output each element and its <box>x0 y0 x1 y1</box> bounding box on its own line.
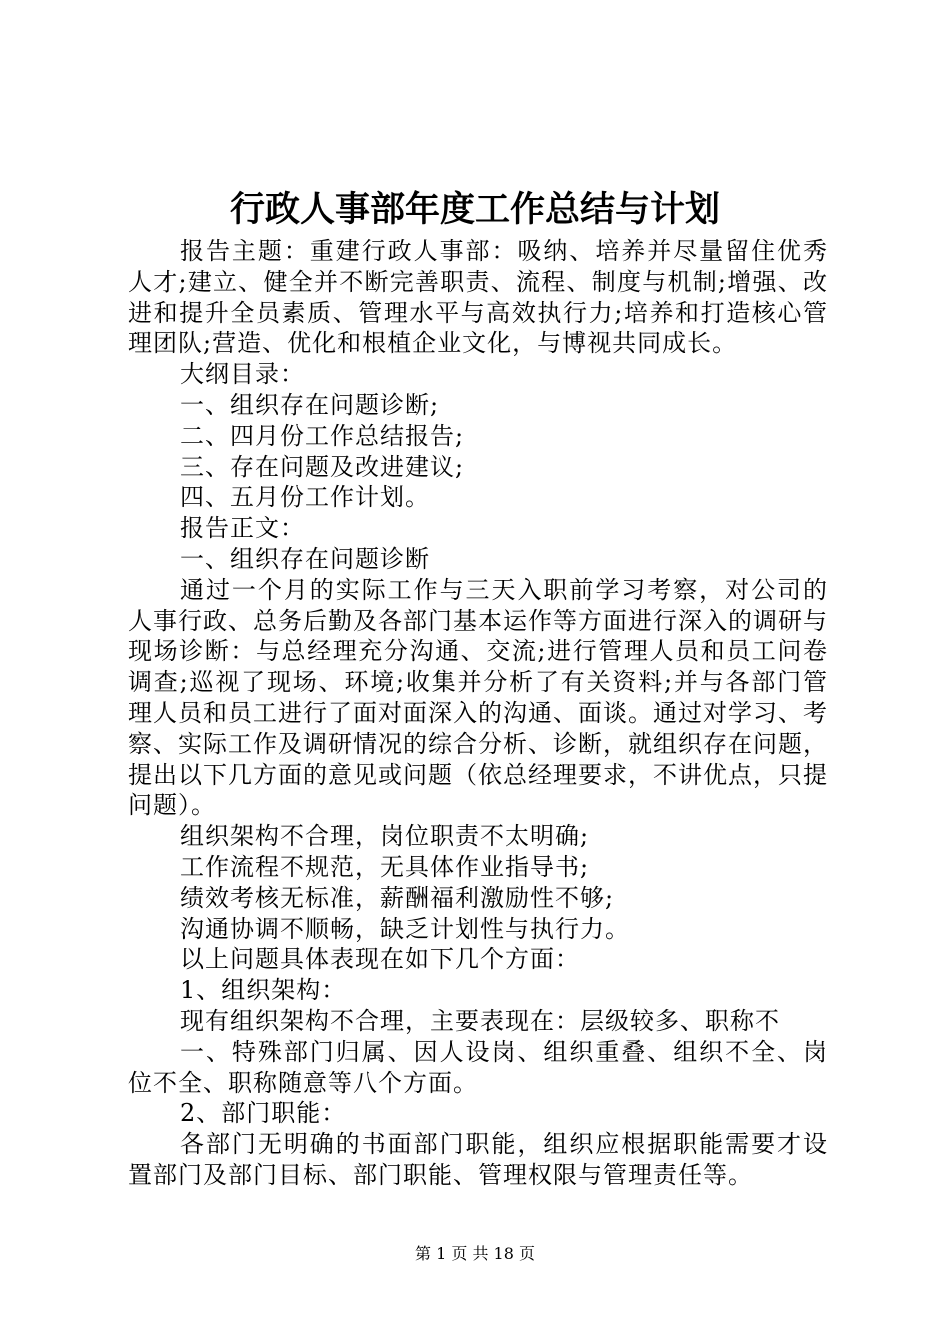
paragraph-report-theme: 报告主题：重建行政人事部：吸纳、培养并尽量留住优秀人才;建立、健全并不断完善职责、流程、制度与机制;增强、改进和提升全员素质、管理水平与高效执行力;培养和打造核心管理团队;营造、优化和根植企业文化，与博视共同成长。 <box>128 237 828 358</box>
paragraph-subsection-1-text: 现有组织架构不合理，主要表现在：层级较多、职称不 <box>180 1006 780 1035</box>
paragraph-outline-item-1: 一、组织存在问题诊断; <box>180 390 440 419</box>
paragraph-outline-item-4: 四、五月份工作计划。 <box>180 483 430 512</box>
paragraph-issue-4: 沟通协调不顺畅，缺乏计划性与执行力。 <box>180 914 630 943</box>
paragraph-issue-1: 组织架构不合理，岗位职责不太明确; <box>180 822 590 851</box>
paragraph-subsection-2-text: 各部门无明确的书面部门职能，组织应根据职能需要才设置部门及部门目标、部门职能、管理权限与管理责任等。 <box>128 1130 828 1189</box>
paragraph-body-heading: 报告正文： <box>180 514 305 543</box>
paragraph-outline-item-2: 二、四月份工作总结报告; <box>180 421 465 450</box>
paragraph-section-1-heading: 一、组织存在问题诊断 <box>180 544 430 573</box>
paragraph-issue-3: 绩效考核无标准，薪酬福利激励性不够; <box>180 883 615 912</box>
paragraph-outline-heading: 大纲目录： <box>180 360 305 389</box>
paragraph-issues-detail-intro: 以上问题具体表现在如下几个方面： <box>180 945 580 974</box>
page-footer: 第 1 页 共 18 页 <box>415 1244 535 1263</box>
paragraph-subsection-1-continued: 一、特殊部门归属、因人设岗、组织重叠、组织不全、岗位不全、职称随意等八个方面。 <box>128 1037 828 1097</box>
paragraph-section-1-intro: 通过一个月的实际工作与三天入职前学习考察，对公司的人事行政、总务后勤及各部门基本运作等方面进行深入的调研与现场诊断：与总经理充分沟通、交流;进行管理人员和员工问卷调查;巡视了现场、环境;收集并分析了有关资料;并与各部门管理人员和员工进行了面对面深入的沟通、面谈。通过对学习、考察、实际工作及调研情况的综合分析、诊断，就组织存在问题，提出以下几方面的意见或问题（依总经理要求，不讲优点，只提问题）。 <box>128 575 828 820</box>
paragraph-outline-item-3: 三、存在问题及改进建议; <box>180 452 465 481</box>
paragraph-issue-2: 工作流程不规范，无具体作业指导书; <box>180 852 590 881</box>
document-title: 行政人事部年度工作总结与计划 <box>229 189 720 230</box>
paragraph-subsection-2-heading: 2、部门职能： <box>180 1099 347 1128</box>
document-body <box>128 236 828 1191</box>
paragraph-subsection-1-heading: 1、组织架构： <box>180 976 347 1005</box>
